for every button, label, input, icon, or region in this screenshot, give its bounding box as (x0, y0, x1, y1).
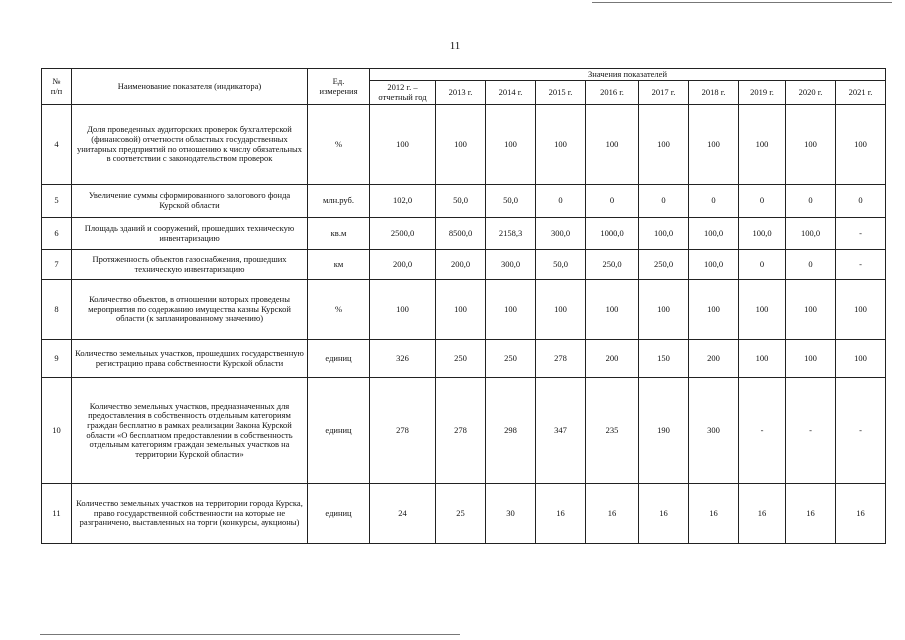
value-cell: 30 (486, 484, 536, 544)
row-num: 11 (42, 484, 72, 544)
indicator-name: Доля проведенных аудиторских проверок бухгалтерской (финансовой) отчетности областных государственных унитарных предприятий по отношению к числу обязательных в соответствии с законодательством проверок (72, 105, 308, 185)
value-cell: 100 (639, 280, 689, 340)
header-year: 2018 г. (689, 81, 739, 105)
value-cell: 2158,3 (486, 218, 536, 250)
value-cell: 100 (689, 280, 739, 340)
table-row (42, 250, 886, 280)
value-cell: - (836, 378, 886, 484)
value-cell: 100 (836, 280, 886, 340)
value-cell: 100 (586, 280, 639, 340)
unit-cell: млн.руб. (308, 185, 370, 218)
header-row-group (42, 69, 886, 81)
value-cell: 24 (370, 484, 436, 544)
value-cell: 16 (639, 484, 689, 544)
value-cell: 250 (436, 340, 486, 378)
table-row (42, 185, 886, 218)
value-cell: 100 (436, 280, 486, 340)
table-row (42, 218, 886, 250)
value-cell: 100,0 (689, 218, 739, 250)
value-cell: 200 (586, 340, 639, 378)
header-year: 2020 г. (786, 81, 836, 105)
value-cell: 0 (536, 185, 586, 218)
value-cell: 190 (639, 378, 689, 484)
value-cell: 347 (536, 378, 586, 484)
value-cell: 2500,0 (370, 218, 436, 250)
page-number: 11 (449, 40, 461, 52)
value-cell: 100 (786, 280, 836, 340)
table-row (42, 105, 886, 185)
row-num: 4 (42, 105, 72, 185)
value-cell: - (836, 218, 886, 250)
value-cell: 278 (436, 378, 486, 484)
header-name: Наименование показателя (индикатора) (72, 69, 308, 105)
value-cell: 16 (586, 484, 639, 544)
value-cell: 100 (486, 280, 536, 340)
header-year: 2019 г. (739, 81, 786, 105)
top-rule (592, 2, 892, 3)
value-cell: 100,0 (739, 218, 786, 250)
value-cell: 100 (689, 105, 739, 185)
value-cell: 278 (370, 378, 436, 484)
value-cell: 1000,0 (586, 218, 639, 250)
header-num: № п/п (42, 69, 72, 105)
value-cell: 326 (370, 340, 436, 378)
row-num: 8 (42, 280, 72, 340)
value-cell: 0 (689, 185, 739, 218)
indicator-name: Количество объектов, в отношении которых проведены мероприятия по содержанию имущества казны Курской области (к запланированному значению) (72, 280, 308, 340)
row-num: 5 (42, 185, 72, 218)
value-cell: 8500,0 (436, 218, 486, 250)
value-cell: 250,0 (639, 250, 689, 280)
value-cell: 50,0 (486, 185, 536, 218)
header-year: 2015 г. (536, 81, 586, 105)
header-year: 2017 г. (639, 81, 689, 105)
value-cell: 100,0 (639, 218, 689, 250)
header-year: 2021 г. (836, 81, 886, 105)
indicator-name: Протяженность объектов газоснабжения, прошедших техническую инвентаризацию (72, 250, 308, 280)
unit-cell: км (308, 250, 370, 280)
row-num: 10 (42, 378, 72, 484)
bottom-rule (40, 634, 460, 635)
table-row (42, 280, 886, 340)
table-row (42, 484, 886, 544)
value-cell: 300 (689, 378, 739, 484)
value-cell: 100 (536, 105, 586, 185)
value-cell: 200 (689, 340, 739, 378)
row-num: 9 (42, 340, 72, 378)
value-cell: 16 (536, 484, 586, 544)
value-cell: 50,0 (436, 185, 486, 218)
table-row (42, 340, 886, 378)
value-cell: 150 (639, 340, 689, 378)
header-year: 2016 г. (586, 81, 639, 105)
header-year: 2014 г. (486, 81, 536, 105)
row-num: 7 (42, 250, 72, 280)
value-cell: 100 (786, 105, 836, 185)
value-cell: 16 (786, 484, 836, 544)
value-cell: 300,0 (536, 218, 586, 250)
header-year: 2013 г. (436, 81, 486, 105)
value-cell: 0 (786, 250, 836, 280)
value-cell: 100 (370, 280, 436, 340)
value-cell: 100 (836, 340, 886, 378)
value-cell: 50,0 (536, 250, 586, 280)
unit-cell: % (308, 280, 370, 340)
header-values-group: Значения показателей (370, 69, 886, 81)
value-cell: 0 (739, 250, 786, 280)
unit-cell: единиц (308, 340, 370, 378)
table-row (42, 378, 886, 484)
value-cell: 100,0 (689, 250, 739, 280)
value-cell: - (739, 378, 786, 484)
value-cell: 100 (739, 105, 786, 185)
value-cell: 250,0 (586, 250, 639, 280)
unit-cell: единиц (308, 484, 370, 544)
indicator-name: Количество земельных участков, предназначенных для предоставления в собственность отдельным категориям граждан бесплатно в рамках реализации Закона Курской области «О бесплатном предоставлении в собственность отдельным категориям граждан земельных участков на территории Курской области» (72, 378, 308, 484)
value-cell: - (786, 378, 836, 484)
value-cell: 100 (536, 280, 586, 340)
unit-cell: единиц (308, 378, 370, 484)
indicators-table (41, 68, 886, 544)
indicator-name: Увеличение суммы сформированного залогового фонда Курской области (72, 185, 308, 218)
value-cell: 200,0 (436, 250, 486, 280)
value-cell: 16 (836, 484, 886, 544)
value-cell: - (836, 250, 886, 280)
value-cell: 100 (370, 105, 436, 185)
value-cell: 100 (586, 105, 639, 185)
unit-cell: кв.м (308, 218, 370, 250)
value-cell: 0 (639, 185, 689, 218)
value-cell: 0 (836, 185, 886, 218)
value-cell: 100 (436, 105, 486, 185)
value-cell: 0 (586, 185, 639, 218)
value-cell: 278 (536, 340, 586, 378)
row-num: 6 (42, 218, 72, 250)
header-unit: Ед. измерения (308, 69, 370, 105)
unit-cell: % (308, 105, 370, 185)
indicator-name: Площадь зданий и сооружений, прошедших техническую инвентаризацию (72, 218, 308, 250)
indicator-name: Количество земельных участков, прошедших государственную регистрацию права собственности Курской области (72, 340, 308, 378)
indicator-name: Количество земельных участков на территории города Курска, право государственной собственности на которые не разграничено, выставленных на торги (конкурсы, аукционы) (72, 484, 308, 544)
value-cell: 100 (836, 105, 886, 185)
value-cell: 100,0 (786, 218, 836, 250)
value-cell: 16 (689, 484, 739, 544)
value-cell: 0 (739, 185, 786, 218)
header-year: 2012 г. – отчетный год (370, 81, 436, 105)
value-cell: 0 (786, 185, 836, 218)
value-cell: 100 (739, 280, 786, 340)
value-cell: 100 (786, 340, 836, 378)
value-cell: 100 (739, 340, 786, 378)
value-cell: 102,0 (370, 185, 436, 218)
value-cell: 250 (486, 340, 536, 378)
value-cell: 100 (486, 105, 536, 185)
value-cell: 25 (436, 484, 486, 544)
value-cell: 100 (639, 105, 689, 185)
value-cell: 300,0 (486, 250, 536, 280)
value-cell: 16 (739, 484, 786, 544)
value-cell: 235 (586, 378, 639, 484)
value-cell: 200,0 (370, 250, 436, 280)
value-cell: 298 (486, 378, 536, 484)
